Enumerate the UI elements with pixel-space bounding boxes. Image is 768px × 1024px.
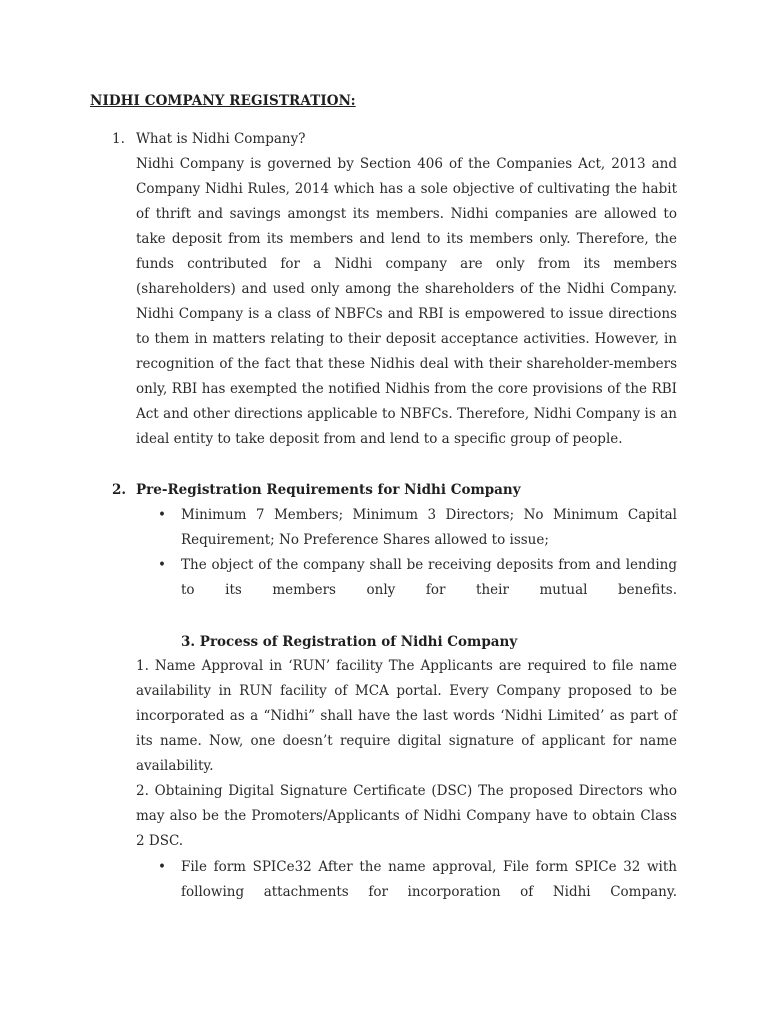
document-title: NIDHI COMPANY REGISTRATION: [90, 93, 356, 109]
section-1-question: What is Nidhi Company? [136, 131, 306, 147]
bullet-icon: • [158, 557, 166, 573]
section-2-bullet-1: Minimum 7 Members; Minimum 3 Directors; No Minimum Capital Requirement; No Preference Shares allowed to issue; [181, 507, 677, 548]
section-1-number: 1. [112, 131, 125, 147]
bullet-icon: • [158, 859, 166, 875]
section-2-number: 2. [112, 482, 127, 498]
section-2-bullet-2: The object of the company shall be receiving deposits from and lending to its members only for their mutual benefits. [181, 557, 677, 598]
section-3-step-1: 1. Name Approval in ‘RUN’ facility The Applicants are required to file name availability in RUN facility of MCA portal. Every Company proposed to be incorporated as a “Nidhi” shall have the last words ‘Nidhi Limited’ as part of its name. Now, one doesn’t require digital signature of applicant for name availability. [136, 658, 677, 774]
section-2-heading: Pre-Registration Requirements for Nidhi Company [136, 482, 521, 498]
section-1-body: Nidhi Company is governed by Section 406 of the Companies Act, 2013 and Company Nidhi Rules, 2014 which has a sole objective of cultivating the habit of thrift and savings amongst its members. Nidhi companies are allowed to take deposit from its members and lend to its members only. Therefore, the funds contributed for a Nidhi company are only from its members (shareholders) and used only among the shareholders of the Nidhi Company. Nidhi Company is a class of NBFCs and RBI is empowered to issue directions to them in matters relating to their deposit acceptance activities. However, in recognition of the fact that these Nidhis deal with their shareholder-members only, RBI has exempted the notified Nidhis from the core provisions of the RBI Act and other directions applicable to NBFCs. Therefore, Nidhi Company is an ideal entity to take deposit from and lend to a specific group of people. [136, 156, 677, 447]
section-3-heading: 3. Process of Registration of Nidhi Company [181, 634, 518, 650]
section-3-bullet-1: File form SPICe32 After the name approval, File form SPICe 32 with following attachments for incorporation of Nidhi Company. [181, 859, 677, 900]
section-3-step-2: 2. Obtaining Digital Signature Certificate (DSC) The proposed Directors who may also be the Promoters/Applicants of Nidhi Company have to obtain Class 2 DSC. [136, 783, 677, 849]
bullet-icon: • [158, 507, 166, 523]
